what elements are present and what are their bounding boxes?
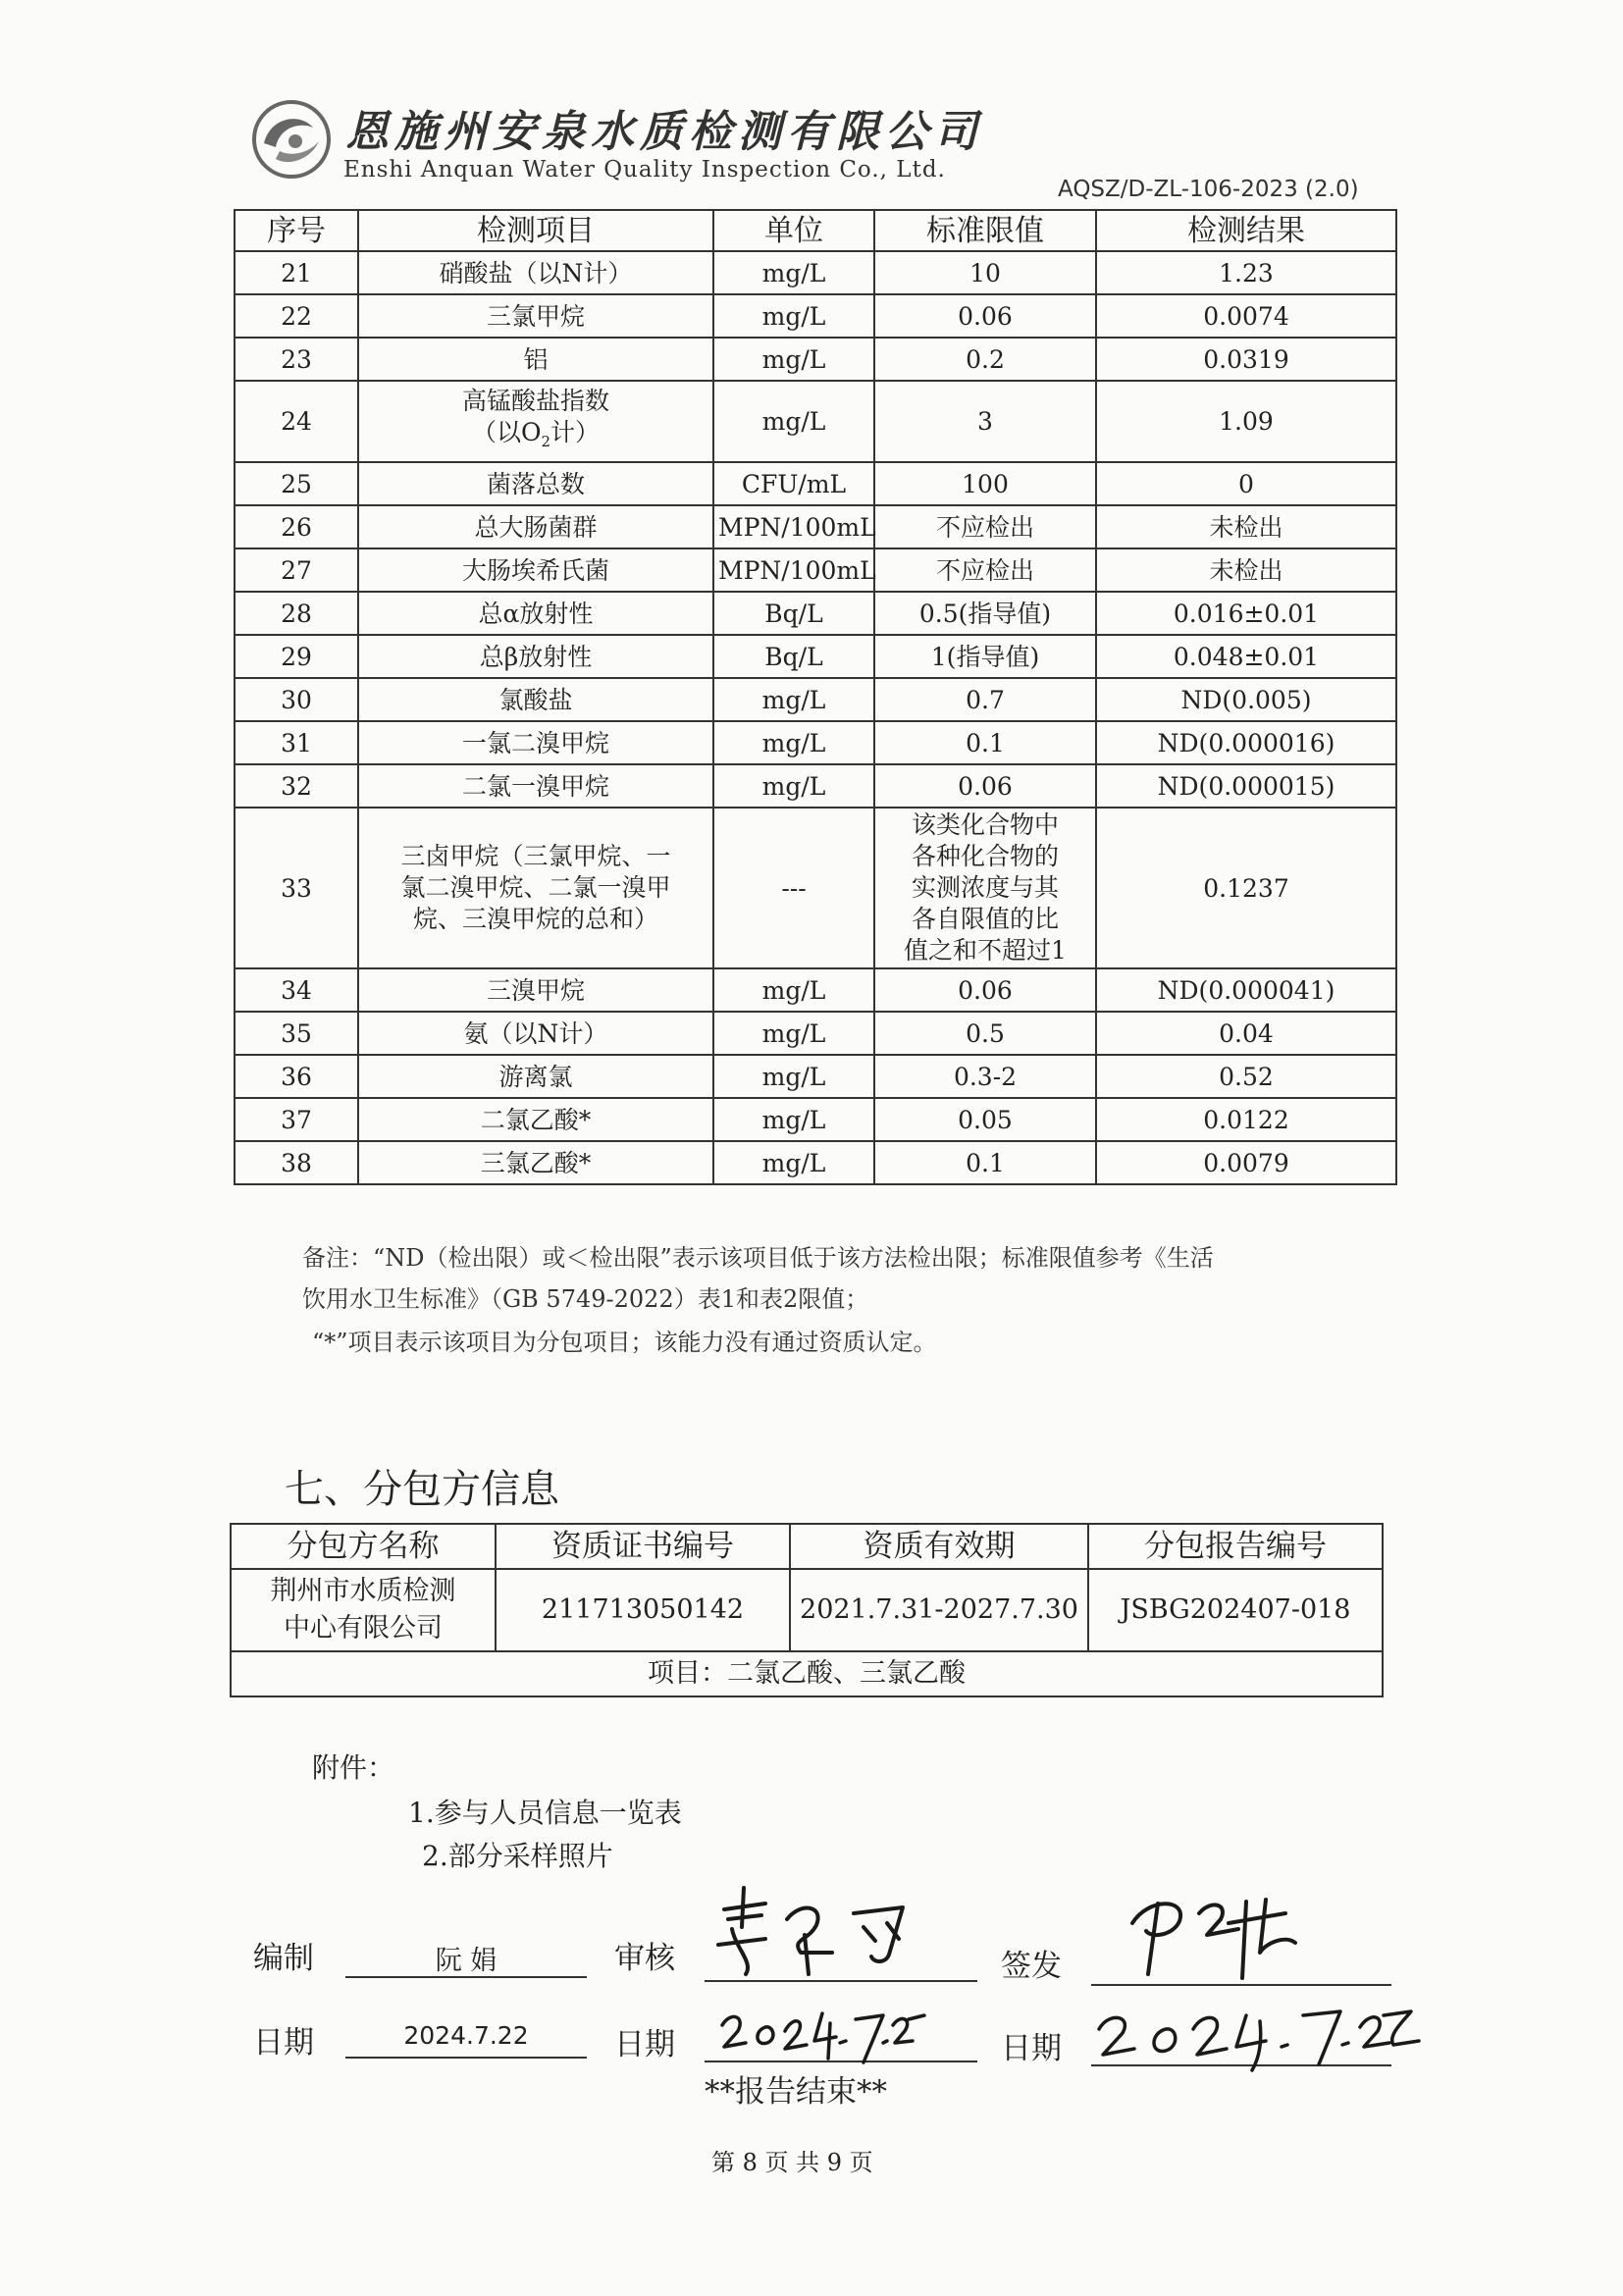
cell-limit: 0.06 bbox=[874, 968, 1096, 1012]
table-row bbox=[235, 462, 1396, 505]
cell-result: 0.0074 bbox=[1096, 294, 1396, 338]
review-underline bbox=[705, 1980, 977, 1982]
cell-item bbox=[358, 381, 713, 462]
date-label: 日期 bbox=[614, 2027, 675, 2062]
cell-limit: 0.5(指导值) bbox=[874, 592, 1096, 635]
cell-no: 26 bbox=[235, 505, 358, 548]
cell-report-no: JSBG202407-018 bbox=[1088, 1569, 1383, 1651]
cell-limit: 3 bbox=[874, 381, 1096, 462]
cell-unit: --- bbox=[713, 808, 874, 968]
cell-no: 37 bbox=[235, 1098, 358, 1141]
item-line: 三卤甲烷（三氯甲烷、一 bbox=[400, 842, 671, 870]
item-line: 氯二溴甲烷、二氯一溴甲 bbox=[400, 873, 671, 902]
compile-underline bbox=[345, 1976, 587, 1978]
cell-no: 24 bbox=[235, 381, 358, 462]
cell-no: 25 bbox=[235, 462, 358, 505]
cell-unit: mg/L bbox=[713, 251, 874, 294]
cell-limit: 10 bbox=[874, 251, 1096, 294]
cell-result: 0.016±0.01 bbox=[1096, 592, 1396, 635]
header-validity: 资质有效期 bbox=[790, 1524, 1088, 1569]
issue-label: 签发 bbox=[1001, 1949, 1062, 1984]
cell-unit: mg/L bbox=[713, 968, 874, 1012]
cell-result: ND(0.000016) bbox=[1096, 721, 1396, 764]
cell-item: 硝酸盐（以N计） bbox=[358, 251, 713, 294]
limit-line: 实测浓度与其 bbox=[911, 873, 1059, 902]
header-item: 检测项目 bbox=[358, 210, 713, 251]
header-limit: 标准限值 bbox=[874, 210, 1096, 251]
cell-result: 0.04 bbox=[1096, 1012, 1396, 1055]
table-row bbox=[235, 1055, 1396, 1098]
table-row bbox=[235, 678, 1396, 721]
cell-unit: mg/L bbox=[713, 1012, 874, 1055]
compile-date-underline bbox=[345, 2057, 587, 2059]
cell-limit: 不应检出 bbox=[874, 548, 1096, 592]
document-code: AQSZ/D-ZL-106-2023 (2.0) bbox=[1058, 177, 1359, 202]
cell-item: 三氯甲烷 bbox=[358, 294, 713, 338]
section-title: 七、分包方信息 bbox=[285, 1467, 559, 1512]
table-row bbox=[235, 808, 1396, 968]
cell-limit: 100 bbox=[874, 462, 1096, 505]
header-cert: 资质证书编号 bbox=[496, 1524, 790, 1569]
item-line: 烷、三溴甲烷的总和） bbox=[412, 905, 658, 933]
table-row bbox=[235, 505, 1396, 548]
note-line-3: “*”项目表示该项目为分包项目；该能力没有通过资质认定。 bbox=[312, 1329, 937, 1356]
table-row bbox=[235, 764, 1396, 808]
table-row bbox=[231, 1651, 1383, 1696]
limit-line: 该类化合物中 bbox=[911, 810, 1059, 839]
cell-projects: 项目：二氯乙酸、三氯乙酸 bbox=[231, 1651, 1383, 1696]
cell-limit bbox=[874, 808, 1096, 968]
cell-validity: 2021.7.31-2027.7.30 bbox=[790, 1569, 1088, 1651]
cell-item: 三氯乙酸* bbox=[358, 1141, 713, 1184]
table-row bbox=[235, 592, 1396, 635]
company-name-cn: 恩施州安泉水质检测有限公司 bbox=[345, 107, 983, 157]
cell-unit: mg/L bbox=[713, 338, 874, 381]
cell-item: 氯酸盐 bbox=[358, 678, 713, 721]
date-label: 日期 bbox=[253, 2025, 314, 2061]
cell-no: 30 bbox=[235, 678, 358, 721]
cell-limit: 0.7 bbox=[874, 678, 1096, 721]
page-number: 第 8 页 共 9 页 bbox=[711, 2149, 873, 2176]
cell-limit: 0.5 bbox=[874, 1012, 1096, 1055]
reviewer-date-signature-icon bbox=[716, 1986, 932, 2074]
compiler-name: 阮 娟 bbox=[435, 1946, 497, 1976]
subcontractor-table bbox=[230, 1523, 1384, 1697]
cell-result: 1.09 bbox=[1096, 381, 1396, 462]
cell-unit: mg/L bbox=[713, 721, 874, 764]
company-logo-icon bbox=[250, 98, 333, 181]
cell-item: 总α放射性 bbox=[358, 592, 713, 635]
header-no: 序号 bbox=[235, 210, 358, 251]
cell-unit: CFU/mL bbox=[713, 462, 874, 505]
issuer-signature-icon bbox=[1119, 1884, 1315, 1982]
cell-item: 游离氯 bbox=[358, 1055, 713, 1098]
cell-item: 总大肠菌群 bbox=[358, 505, 713, 548]
table-row bbox=[235, 1098, 1396, 1141]
limit-line: 值之和不超过1 bbox=[904, 936, 1067, 965]
cell-limit: 0.1 bbox=[874, 1141, 1096, 1184]
cell-item: 三溴甲烷 bbox=[358, 968, 713, 1012]
cell-result: 0 bbox=[1096, 462, 1396, 505]
attachment-item: 1.参与人员信息一览表 bbox=[408, 1797, 682, 1829]
cell-limit: 0.2 bbox=[874, 338, 1096, 381]
cell-no: 35 bbox=[235, 1012, 358, 1055]
header-unit: 单位 bbox=[713, 210, 874, 251]
issuer-date-signature-icon bbox=[1089, 1986, 1433, 2074]
cell-limit: 1(指导值) bbox=[874, 635, 1096, 678]
cell-result: ND(0.000015) bbox=[1096, 764, 1396, 808]
name-line: 荆州市水质检测 bbox=[270, 1576, 456, 1606]
table-row bbox=[235, 294, 1396, 338]
cell-limit: 0.06 bbox=[874, 294, 1096, 338]
cell-result: 0.0319 bbox=[1096, 338, 1396, 381]
table-row bbox=[235, 381, 1396, 462]
item-line: 高锰酸盐指数 bbox=[461, 387, 609, 415]
cell-no: 38 bbox=[235, 1141, 358, 1184]
cell-result: 未检出 bbox=[1096, 548, 1396, 592]
note-line-1: 备注：“ND（检出限）或＜检出限”表示该项目低于该方法检出限；标准限值参考《生活 bbox=[302, 1244, 1214, 1272]
cell-no: 28 bbox=[235, 592, 358, 635]
cell-item: 一氯二溴甲烷 bbox=[358, 721, 713, 764]
cell-limit: 0.1 bbox=[874, 721, 1096, 764]
cell-unit: Bq/L bbox=[713, 592, 874, 635]
cell-item: 总β放射性 bbox=[358, 635, 713, 678]
header-name: 分包方名称 bbox=[231, 1524, 496, 1569]
item-text: 计） bbox=[550, 418, 601, 446]
cell-no: 33 bbox=[235, 808, 358, 968]
table-row bbox=[235, 721, 1396, 764]
cell-no: 34 bbox=[235, 968, 358, 1012]
table-row bbox=[235, 635, 1396, 678]
cell-result: ND(0.005) bbox=[1096, 678, 1396, 721]
cell-item: 菌落总数 bbox=[358, 462, 713, 505]
cell-result: ND(0.000041) bbox=[1096, 968, 1396, 1012]
attachment-item: 2.部分采样照片 bbox=[422, 1840, 613, 1872]
cell-item: 铝 bbox=[358, 338, 713, 381]
cell-unit: mg/L bbox=[713, 294, 874, 338]
cell-no: 31 bbox=[235, 721, 358, 764]
cell-item: 二氯乙酸* bbox=[358, 1098, 713, 1141]
cell-result: 0.0079 bbox=[1096, 1141, 1396, 1184]
cell-result: 1.23 bbox=[1096, 251, 1396, 294]
cell-no: 23 bbox=[235, 338, 358, 381]
cell-item: 二氯一溴甲烷 bbox=[358, 764, 713, 808]
compile-date: 2024.7.22 bbox=[403, 2021, 529, 2050]
name-line: 中心有限公司 bbox=[284, 1613, 443, 1644]
item-line bbox=[363, 417, 708, 457]
table-header-row bbox=[231, 1524, 1383, 1569]
cell-result: 0.52 bbox=[1096, 1055, 1396, 1098]
cell-result: 0.048±0.01 bbox=[1096, 635, 1396, 678]
cell-limit: 0.05 bbox=[874, 1098, 1096, 1141]
table-row bbox=[235, 968, 1396, 1012]
cell-no: 21 bbox=[235, 251, 358, 294]
cell-unit: Bq/L bbox=[713, 635, 874, 678]
cell-unit: mg/L bbox=[713, 1141, 874, 1184]
cell-limit: 不应检出 bbox=[874, 505, 1096, 548]
cell-result: 0.1237 bbox=[1096, 808, 1396, 968]
cell-cert: 211713050142 bbox=[496, 1569, 790, 1651]
cell-unit: mg/L bbox=[713, 678, 874, 721]
cell-item: 氨（以N计） bbox=[358, 1012, 713, 1055]
report-end-marker: **报告结束** bbox=[705, 2074, 887, 2110]
table-header-row bbox=[235, 210, 1396, 251]
cell-item: 大肠埃希氏菌 bbox=[358, 548, 713, 592]
cell-limit: 0.06 bbox=[874, 764, 1096, 808]
item-text: （以O bbox=[471, 418, 542, 446]
attachments-label: 附件： bbox=[312, 1751, 395, 1784]
cell-no: 36 bbox=[235, 1055, 358, 1098]
item-subscript: 2 bbox=[541, 433, 551, 450]
table-row bbox=[235, 548, 1396, 592]
cell-no: 27 bbox=[235, 548, 358, 592]
results-table bbox=[234, 209, 1397, 1185]
compile-label: 编制 bbox=[253, 1941, 314, 1976]
cell-unit: mg/L bbox=[713, 1055, 874, 1098]
header-result: 检测结果 bbox=[1096, 210, 1396, 251]
cell-unit: MPN/100mL bbox=[713, 505, 874, 548]
cell-no: 22 bbox=[235, 294, 358, 338]
table-row bbox=[231, 1569, 1383, 1651]
cell-no: 29 bbox=[235, 635, 358, 678]
limit-line: 各自限值的比 bbox=[911, 905, 1059, 933]
cell-unit: MPN/100mL bbox=[713, 548, 874, 592]
limit-line: 各种化合物的 bbox=[911, 842, 1059, 870]
header-report-no: 分包报告编号 bbox=[1088, 1524, 1383, 1569]
cell-result: 0.0122 bbox=[1096, 1098, 1396, 1141]
cell-unit: mg/L bbox=[713, 764, 874, 808]
table-row bbox=[235, 1012, 1396, 1055]
table-row bbox=[235, 338, 1396, 381]
reviewer-signature-icon bbox=[707, 1880, 932, 1978]
cell-unit: mg/L bbox=[713, 381, 874, 462]
table-row bbox=[235, 1141, 1396, 1184]
cell-result: 未检出 bbox=[1096, 505, 1396, 548]
date-label: 日期 bbox=[1001, 2031, 1062, 2066]
review-label: 审核 bbox=[614, 1941, 675, 1976]
cell-no: 32 bbox=[235, 764, 358, 808]
note-line-2: 饮用水卫生标准》（GB 5749-2022）表1和表2限值； bbox=[302, 1285, 869, 1313]
cell-limit: 0.3-2 bbox=[874, 1055, 1096, 1098]
cell-unit: mg/L bbox=[713, 1098, 874, 1141]
cell-item bbox=[358, 808, 713, 968]
cell-name bbox=[231, 1569, 496, 1651]
table-row bbox=[235, 251, 1396, 294]
company-name-en: Enshi Anquan Water Quality Inspection Co., Ltd. bbox=[343, 157, 946, 183]
